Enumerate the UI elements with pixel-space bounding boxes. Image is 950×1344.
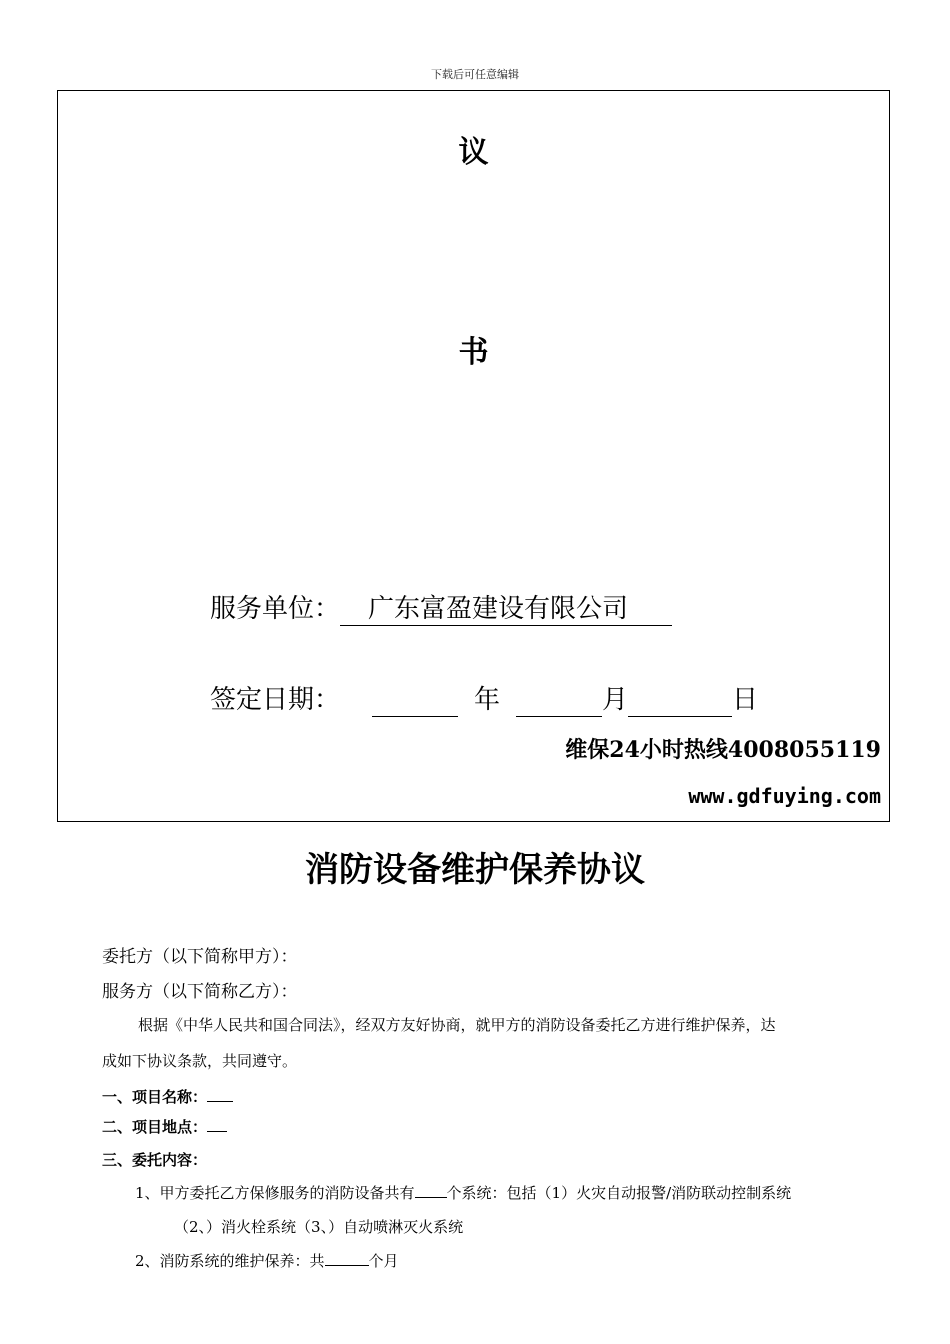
section-project-name-label: 一、项目名称：: [102, 1088, 208, 1106]
hotline-text: 维保24小时热线4008055119: [565, 737, 881, 763]
cover-title-char-1: 议: [458, 135, 489, 170]
cover-box: [57, 90, 890, 822]
party-b-line: 服务方（以下简称乙方）：: [102, 982, 298, 1002]
scope-item-1-continued: （2、）消火栓系统（3、）自动喷淋灭火系统: [174, 1218, 464, 1236]
section-project-site: [102, 1116, 227, 1137]
sign-date-line: [210, 679, 758, 717]
section-project-site-label: 二、项目地点：: [102, 1118, 208, 1136]
intro-paragraph-line-2: 成如下协议条款，共同遵守。: [102, 1052, 298, 1070]
day-label: 日: [732, 685, 759, 715]
website-link[interactable]: www.gdfuying.com: [688, 784, 881, 808]
party-a-line: 委托方（以下简称甲方）：: [102, 947, 298, 967]
months-blank: [325, 1250, 369, 1266]
project-site-blank: [207, 1116, 227, 1132]
scope-item-2-text-a: 2、消防系统的维护保养：共: [135, 1252, 325, 1270]
service-unit-value: 广东富盈建设有限公司: [368, 594, 629, 624]
service-unit-line: [210, 588, 672, 626]
scope-item-1: [135, 1182, 791, 1203]
year-blank: [372, 686, 458, 717]
day-blank: [628, 686, 732, 717]
header-note: 下载后可任意编辑: [431, 68, 519, 81]
project-name-blank: [207, 1086, 233, 1102]
section-scope: 三、委托内容：: [102, 1151, 208, 1169]
service-unit-value-underline: [340, 595, 672, 626]
scope-item-1-text-b: 个系统：包括（1）火灾自动报警/消防联动控制系统: [446, 1184, 792, 1202]
month-blank: [516, 686, 602, 717]
year-label: 年: [474, 685, 501, 715]
scope-item-2-text-b: 个月: [368, 1252, 399, 1270]
system-count-blank: [415, 1182, 447, 1198]
cover-title-char-2: 书: [458, 335, 489, 370]
intro-paragraph-line-1: 根据《中华人民共和国合同法》，经双方友好协商，就甲方的消防设备委托乙方进行维护保养，达: [138, 1016, 776, 1034]
scope-item-1-text-a: 1、甲方委托乙方保修服务的消防设备共有: [135, 1184, 415, 1202]
section-project-name: [102, 1086, 233, 1107]
scope-item-2: [135, 1250, 399, 1271]
month-label: 月: [602, 685, 629, 715]
sign-date-label: 签定日期：: [210, 685, 341, 715]
document-title: 消防设备维护保养协议: [305, 850, 645, 890]
service-unit-label: 服务单位：: [210, 594, 341, 624]
